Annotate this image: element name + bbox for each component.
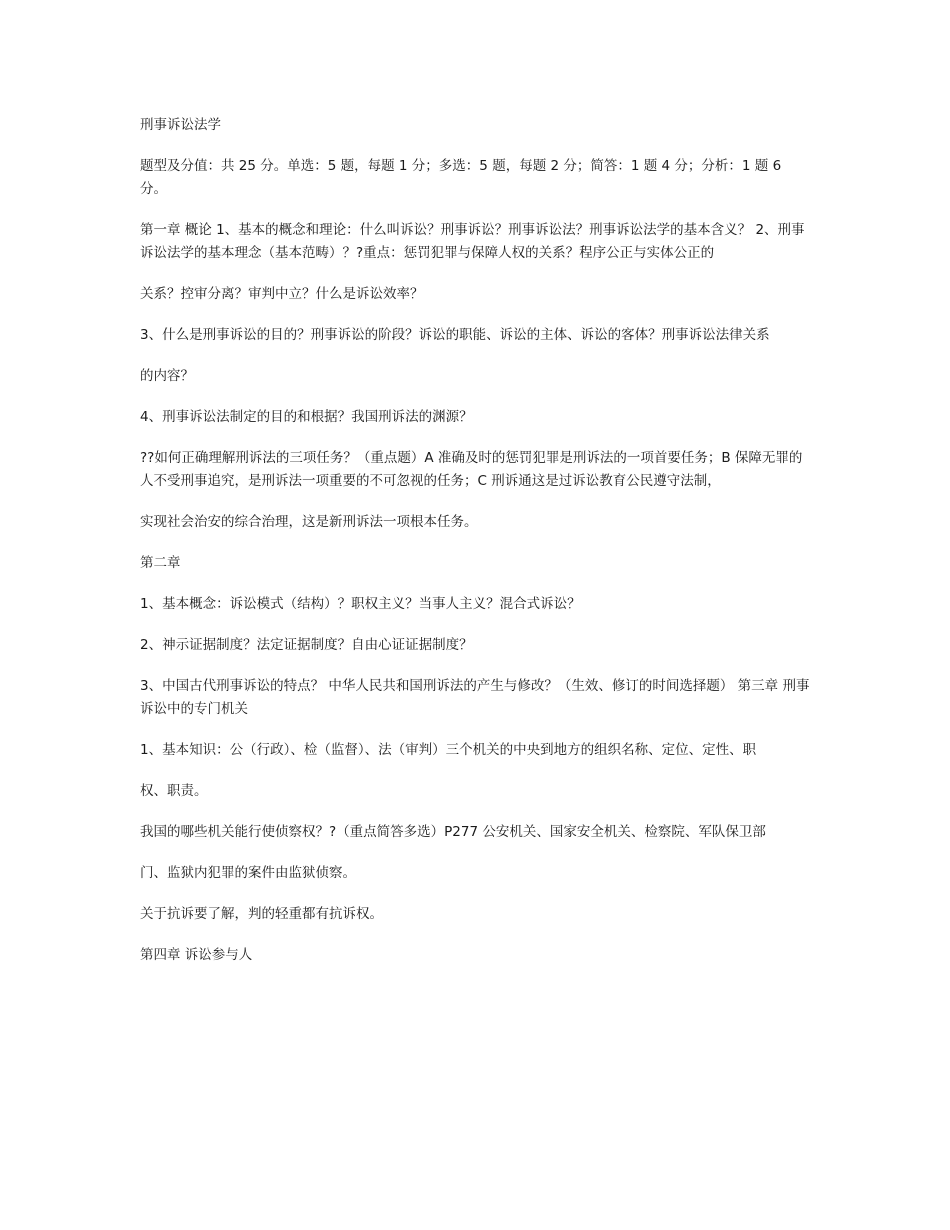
paragraph-question-types: 题型及分值：共 25 分。单选：5 题，每题 1 分；多选：5 题，每题 2 分；简答：1 题 4 分；分析：1 题 6 分。	[140, 158, 782, 197]
paragraph-chapter3-item1: 1、基本知识：公（行政）、检（监督）、法（审判）三个机关的中央到地方的组织名称、定位、定性、职	[140, 742, 757, 758]
paragraph-chapter2-item2: 2、神示证据制度？法定证据制度？自由心证证据制度？	[140, 637, 473, 653]
heading-chapter2: 第二章	[140, 555, 181, 571]
paragraph-chapter1-content: 的内容？	[140, 368, 194, 384]
paragraph-protest: 关于抗诉要了解，判的轻重都有抗诉权。	[140, 906, 383, 922]
document-page	[140, 114, 812, 985]
paragraph-prison-investigation: 门、监狱内犯罪的案件由监狱侦察。	[140, 865, 356, 881]
paragraph-chapter1-intro: 第一章 概论 1、基本的概念和理论：什么叫诉讼？刑事诉讼？刑事诉讼法？刑事诉讼法学的基本含义？ 2、刑事诉讼法学的基本理念（基本范畴）？?重点：惩罚犯罪与保障人权的关系？程序公正与实体公正的	[140, 222, 805, 261]
paragraph-chapter1-item4: 4、刑事诉讼法制定的目的和根据？我国刑诉法的渊源？	[140, 409, 473, 425]
paragraph-chapter2-item1: 1、基本概念：诉讼模式（结构）？职权主义？当事人主义？混合式诉讼？	[140, 596, 581, 612]
paragraph-chapter3-duties: 权、职责。	[140, 783, 208, 799]
paragraph-chapter1-relations: 关系？控审分离？审判中立？什么是诉讼效率？	[140, 286, 424, 302]
paragraph-chapter1-item3: 3、什么是刑事诉讼的目的？刑事诉讼的阶段？诉讼的职能、诉讼的主体、诉讼的客体？刑事诉讼法律关系	[140, 327, 770, 343]
paragraph-social-security: 实现社会治安的综合治理，这是新刑诉法一项根本任务。	[140, 514, 478, 530]
paragraph-investigation-power: 我国的哪些机关能行使侦察权？?（重点简答多选）P277 公安机关、国家安全机关、检察院、军队保卫部	[140, 824, 766, 840]
heading-chapter4: 第四章 诉讼参与人	[140, 947, 253, 963]
paragraph-chapter2-item3: 3、中国古代刑事诉讼的特点？ 中华人民共和国刑诉法的产生与修改？（生效、修订的时间选择题） 第三章 刑事诉讼中的专门机关	[140, 678, 810, 717]
document-title: 刑事诉讼法学	[140, 117, 221, 133]
paragraph-three-tasks: ??如何正确理解刑诉法的三项任务？（重点题）A 准确及时的惩罚犯罪是刑诉法的一项首要任务；B 保障无罪的人不受刑事追究，是刑诉法一项重要的不可忽视的任务；C 刑诉通这是过诉讼教育公民遵守法制，	[140, 450, 803, 489]
